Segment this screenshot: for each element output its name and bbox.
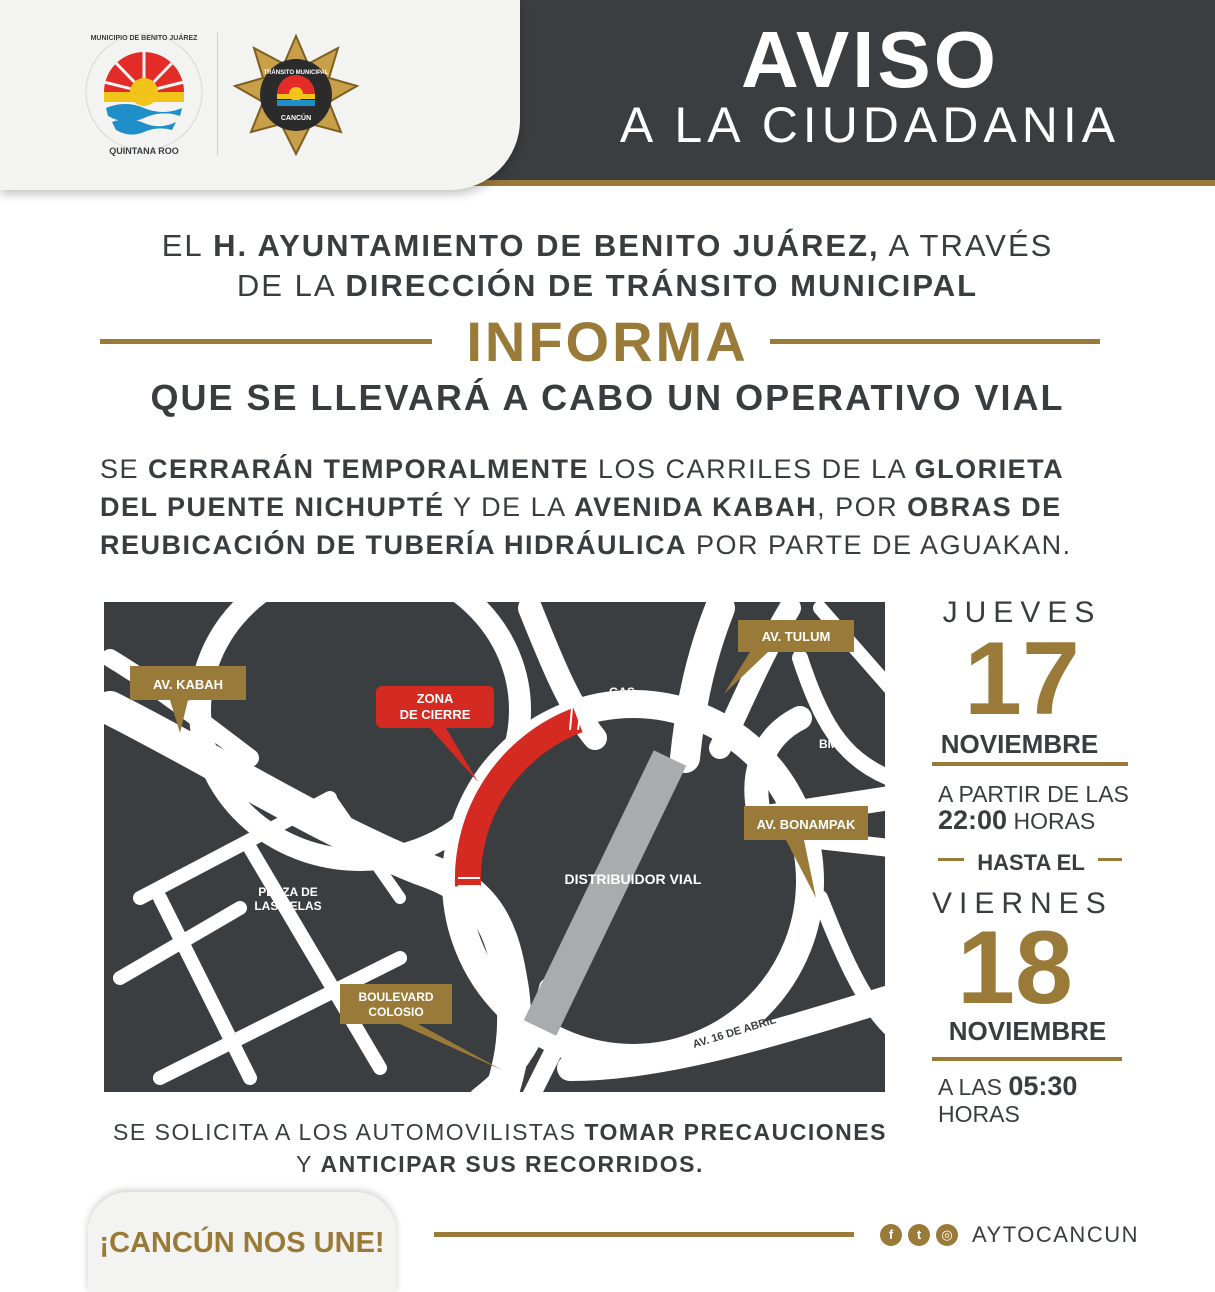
- svg-text:TRÁNSITO MUNICIPAL: TRÁNSITO MUNICIPAL: [263, 70, 329, 76]
- label-zona-2: DE CIERRE: [399, 707, 471, 722]
- operativo-heading: QUE SE LLEVARÁ A CABO UN OPERATIVO VIAL: [150, 377, 1065, 418]
- twitter-icon[interactable]: t: [908, 1224, 930, 1246]
- until-label: HASTA EL: [977, 850, 1085, 875]
- social-rule: [434, 1232, 854, 1237]
- instagram-icon[interactable]: ◎: [936, 1224, 958, 1246]
- informa-heading: INFORMA: [466, 310, 749, 373]
- until-rule-left: [938, 858, 964, 861]
- label-distribuidor-vial: DISTRIBUIDOR VIAL: [564, 871, 702, 887]
- start-day-name: JUEVES: [942, 596, 1102, 629]
- label-boulevard-2: COLOSIO: [368, 1005, 424, 1019]
- intro-line-1: EL H. AYUNTAMIENTO DE BENITO JUÁREZ, A TRAVÉS: [161, 228, 1054, 263]
- closure-description: SE CERRARÁN TEMPORALMENTE LOS CARRILES DE LA GLORIETA DEL PUENTE NICHUPTÉ Y DE LA AVENIDA KABAH, POR OBRAS DE REUBICACIÓN DE TUBERÍA HIDRÁULICA POR PARTE DE AGUAKAN.: [100, 454, 1072, 560]
- label-gas: GAS: [608, 685, 636, 699]
- informa-rule-left: [100, 339, 432, 344]
- to-time: 05:30: [1008, 1071, 1078, 1101]
- label-av-tulum: AV. TULUM: [761, 629, 831, 644]
- to-time-row: A LAS 05:30: [938, 1071, 1078, 1101]
- label-plaza-1: PLAZA DE: [258, 885, 318, 899]
- transito-badge-logo: [233, 34, 359, 156]
- header-title: AVISO: [740, 15, 999, 104]
- label-av-kabah-road: AV. KABAH: [545, 613, 584, 672]
- from-label: A PARTIR DE LAS: [938, 781, 1129, 807]
- label-zona-1: ZONA: [416, 691, 454, 706]
- start-divider: [932, 762, 1128, 766]
- end-day-number: 18: [957, 910, 1073, 1026]
- municipio-seal-logo: [82, 30, 206, 160]
- logo-divider: [217, 33, 218, 155]
- header-subtitle: A LA CIUDADANIA: [619, 97, 1121, 153]
- label-av-kabah-tag: AV. KABAH: [152, 677, 224, 692]
- route-map: [100, 598, 889, 1096]
- end-divider: [932, 1057, 1122, 1061]
- to-hours: HORAS: [938, 1101, 1020, 1127]
- label-bmw: BMW: [819, 737, 849, 751]
- end-month: NOVIEMBRE: [948, 1016, 1107, 1046]
- end-day-name: VIERNES: [932, 887, 1113, 920]
- label-boulevard-1: BOULEVARD: [358, 990, 434, 1004]
- svg-text:MUNICIPIO DE BENITO JUÁREZ: MUNICIPIO DE BENITO JUÁREZ: [90, 35, 198, 42]
- advice-text: SE SOLICITA A LOS AUTOMOVILISTAS TOMAR PRECAUCIONES Y ANTICIPAR SUS RECORRIDOS.: [113, 1119, 887, 1177]
- label-plaza-2: LAS VELAS: [254, 899, 322, 913]
- informa-rule-right: [770, 339, 1100, 344]
- svg-text:CANCÚN: CANCÚN: [280, 115, 312, 122]
- from-time-row: 22:00 HORAS: [938, 805, 1096, 835]
- svg-text:QUINTANA ROO: QUINTANA ROO: [109, 146, 179, 156]
- social-handle[interactable]: AYTOCANCUN: [972, 1222, 1139, 1247]
- facebook-icon[interactable]: f: [880, 1224, 902, 1246]
- start-month: NOVIEMBRE: [940, 729, 1099, 759]
- until-rule-right: [1098, 858, 1122, 861]
- from-time: 22:00: [938, 805, 1008, 835]
- intro-line-2: DE LA DIRECCIÓN DE TRÁNSITO MUNICIPAL: [236, 268, 979, 303]
- label-av-16-abril: AV. 16 DE ABRIL: [691, 1014, 778, 1051]
- label-av-bonampak: AV. BONAMPAK: [756, 817, 856, 832]
- slogan: ¡CANCÚN NOS UNE!: [99, 1227, 385, 1259]
- start-day-number: 17: [964, 621, 1080, 737]
